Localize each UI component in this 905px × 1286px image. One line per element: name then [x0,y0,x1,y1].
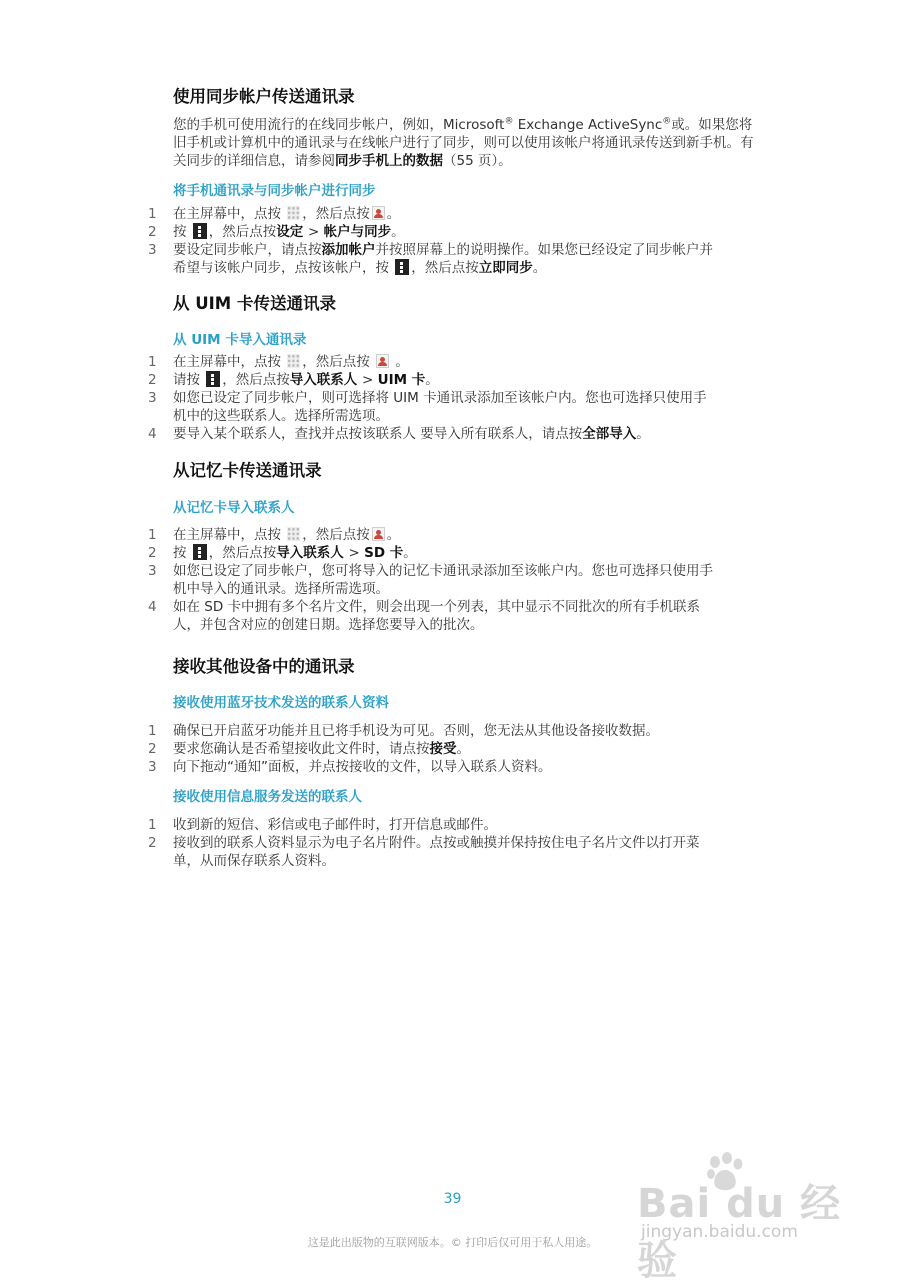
step-item: 4 要导入某个联系人，查找并点按该联系人 要导入所有联系人，请点按全部导入。 [148,426,650,442]
apps-icon [287,206,300,220]
contacts-icon [372,527,385,541]
baidu-url: jingyan.baidu.com [641,1222,798,1242]
steps-memory-card [148,526,718,634]
step-item: 1 收到新的短信、彩信或电子邮件时，打开信息或邮件。 [148,817,497,833]
menu-icon [193,223,207,239]
menu-icon [206,371,220,387]
menu-icon [193,544,207,560]
step-item: 1 确保已开启蓝牙功能并且已将手机设为可见。否则，您无法从其他设备接收数据。 [148,723,659,739]
menu-icon [395,259,409,275]
step-item: 2 请按 ，然后点按导入联系人 > UIM 卡。 [148,372,439,388]
step-item: 2 接收到的联系人资料显示为电子名片附件。点按或触摸并保持按住电子名片文件以打开菜单，从而保存联系人资料。 [148,835,700,869]
sub-heading-sync-contacts: 将手机通讯录与同步帐户进行同步 [173,183,376,199]
contacts-icon [376,354,389,368]
step-item: 2 按 ，然后点按设定 > 帐户与同步。 [148,224,405,240]
steps-sync [148,205,718,277]
sub-heading-memory-card-import: 从记忆卡导入联系人 [173,500,295,516]
sub-heading-bluetooth: 接收使用蓝牙技术发送的联系人资料 [173,695,389,711]
section-heading-memory-card: 从记忆卡传送通讯录 [173,461,322,480]
step-item: 1 在主屏幕中，点按 ，然后点按 。 [148,527,401,543]
steps-messaging [148,816,718,870]
steps-bluetooth [148,722,718,776]
intro-paragraph: 您的手机可使用流行的在线同步帐户，例如，Microsoft® Exchange ActiveSync®或。如果您将旧手机或计算机中的通讯录与在线帐户进行了同步，则可以使用该帐户将通讯录传送到新手机。有关同步的详细信息，请参阅同步手机上的数据（55 页）。 [173,116,754,169]
sub-heading-messaging: 接收使用信息服务发送的联系人 [173,789,362,805]
step-item: 2 要求您确认是否希望接收此文件时，请点按接受。 [148,741,470,757]
apps-icon [287,354,300,368]
sub-heading-uim-import: 从 UIM 卡导入通讯录 [173,332,307,348]
page-number: 39 [443,1191,462,1207]
footer-note: 这是此出版物的互联网版本。© 打印后仅可用于私人用途。 [307,1236,598,1249]
step-item: 1 在主屏幕中，点按 ，然后点按 。 [148,206,401,222]
contacts-icon [372,206,385,220]
sync-data-link[interactable]: 同步手机上的数据 [335,153,443,169]
apps-icon [287,527,300,541]
step-item: 3 向下拖动“通知”面板，并点按接收的文件，以导入联系人资料。 [148,759,552,775]
section-heading-uim: 从 UIM 卡传送通讯录 [173,294,336,313]
step-item: 2 按 ，然后点按导入联系人 > SD 卡。 [148,545,417,561]
step-item: 3 要设定同步帐户，请点按添加帐户并按照屏幕上的说明操作。如果您已经设定了同步帐户并希望与该帐户同步，点按该帐户，按 ，然后点按立即同步。 [148,242,713,276]
step-item: 1 在主屏幕中，点按 ，然后点按 。 [148,354,409,370]
step-item: 4 如在 SD 卡中拥有多个名片文件，则会出现一个列表，其中显示不同批次的所有手机联系人，并包含对应的创建日期。选择您要导入的批次。 [148,599,701,633]
step-item: 3 如您已设定了同步帐户，则可选择将 UIM 卡通讯录添加至该帐户内。您也可选择只使用手机中的这些联系人。选择所需选项。 [148,390,707,424]
baidu-logo-text: Bai du 经验 [637,1181,842,1284]
steps-uim [148,353,718,443]
step-item: 3 如您已设定了同步帐户，您可将导入的记忆卡通讯录添加至该帐户内。您也可选择只使用手机中导入的通讯录。选择所需选项。 [148,563,713,597]
page-content [148,84,773,870]
section-heading-sync-account: 使用同步帐户传送通讯录 [173,87,355,106]
section-heading-other-devices: 接收其他设备中的通讯录 [173,657,355,676]
